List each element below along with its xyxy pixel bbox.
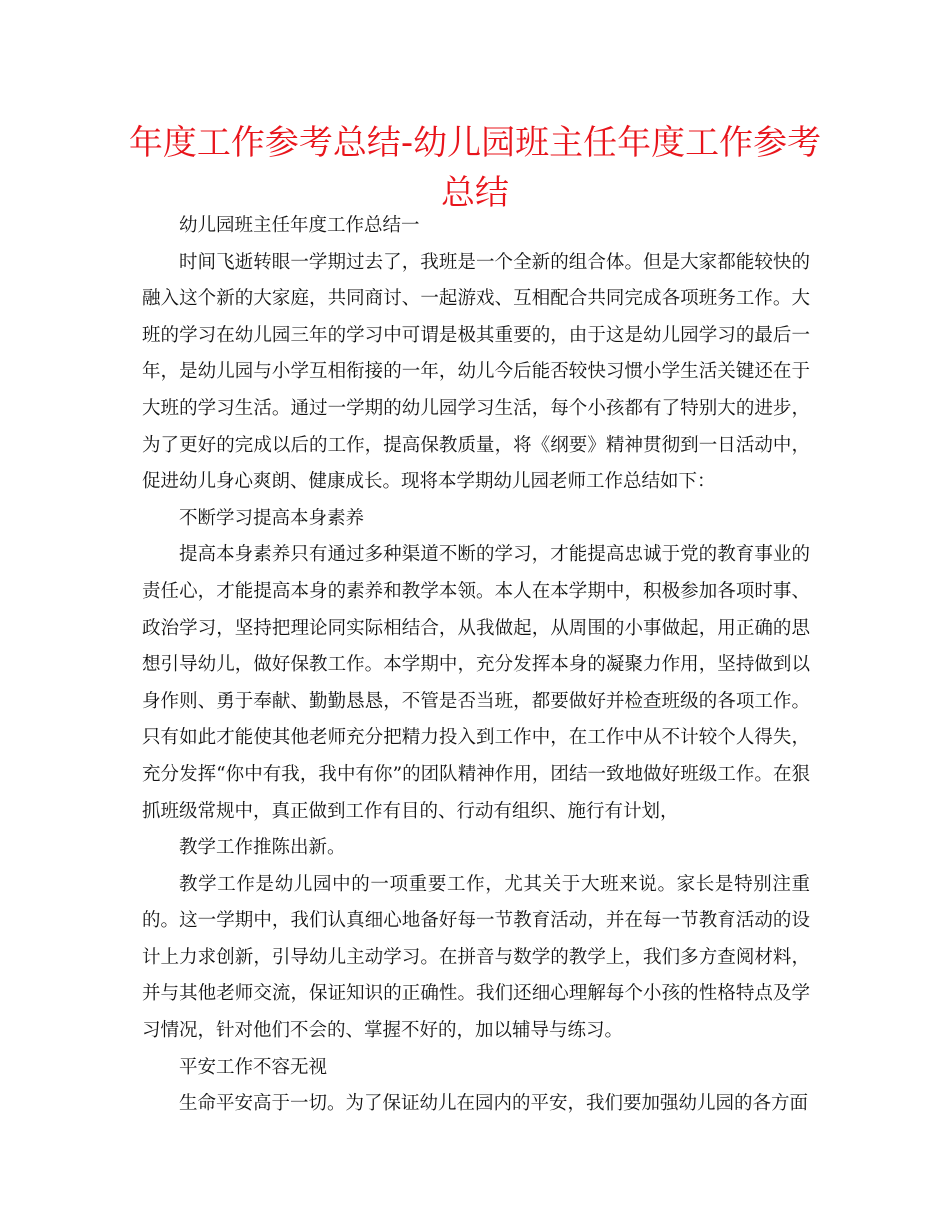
paragraph: 时间飞逝转眼一学期过去了，我班是一个全新的组合体。但是大家都能较快的融入这个新的大家庭，共同商讨、一起游戏、互相配合共同完成各项班务工作。大班的学习在幼儿园三年的学习中可谓是极其重要的，由于这是幼儿园学习的最后一年，是幼儿园与小学互相衔接的一年，幼儿今后能否较快习惯小学生活关键还在于大班的学习生活。通过一学期的幼儿园学习生活，每个小孩都有了特别大的进步，为了更好的完成以后的工作，提高保教质量，将《纲要》精神贯彻到一日活动中，促进幼儿身心爽朗、健康成长。现将本学期幼儿园老师工作总结如下： (142, 251, 810, 493)
paragraph: 提高本身素养只有通过多种渠道不断的学习，才能提高忠诚于党的教育事业的责任心，才能提高本身的素养和教学本领。本人在本学期中，积极参加各项时事、政治学习，坚持把理论同实际相结合，从我做起，从周围的小事做起，用正确的思想引导幼儿，做好保教工作。本学期中，充分发挥本身的凝聚力作用，坚持做到以身作则、勇于奉献、勤勤恳恳，不管是否当班，都要做好并检查班级的各项工作。只有如此才能使其他老师充分把精力投入到工作中，在工作中从不计较个人得失，充分发挥“你中有我，我中有你”的团队精神作用，团结一致地做好班级工作。在狠抓班级常规中，真正做到工作有目的、行动有组织、施行有计划， (142, 544, 810, 822)
document-title: 年度工作参考总结-幼儿园班主任年度工作参考总结 (128, 123, 822, 213)
document-body (142, 208, 810, 1123)
section-heading: 平安工作不容无视 (179, 1056, 328, 1078)
section-heading: 幼儿园班主任年度工作总结一 (179, 215, 420, 236)
paragraph: 教学工作是幼儿园中的一项重要工作，尤其关于大班来说。家长是特别注重的。这一学期中，我们认真细心地备好每一节教育活动，并在每一节教育活动的设计上力求创新，引导幼儿主动学习。在拼音与数学的教学上，我们多方查阅材料，并与其他老师交流，保证知识的正确性。我们还细心理解每个小孩的性格特点及学习情况，针对他们不会的、掌握不好的，加以辅导与练习。 (142, 873, 810, 1042)
section-heading: 教学工作推陈出新。 (179, 837, 346, 859)
paragraph: 生命平安高于一切。为了保证幼儿在园内的平安，我们要加强幼儿园的各方面 (179, 1093, 809, 1115)
section-heading: 不断学习提高本身素养 (179, 507, 365, 529)
